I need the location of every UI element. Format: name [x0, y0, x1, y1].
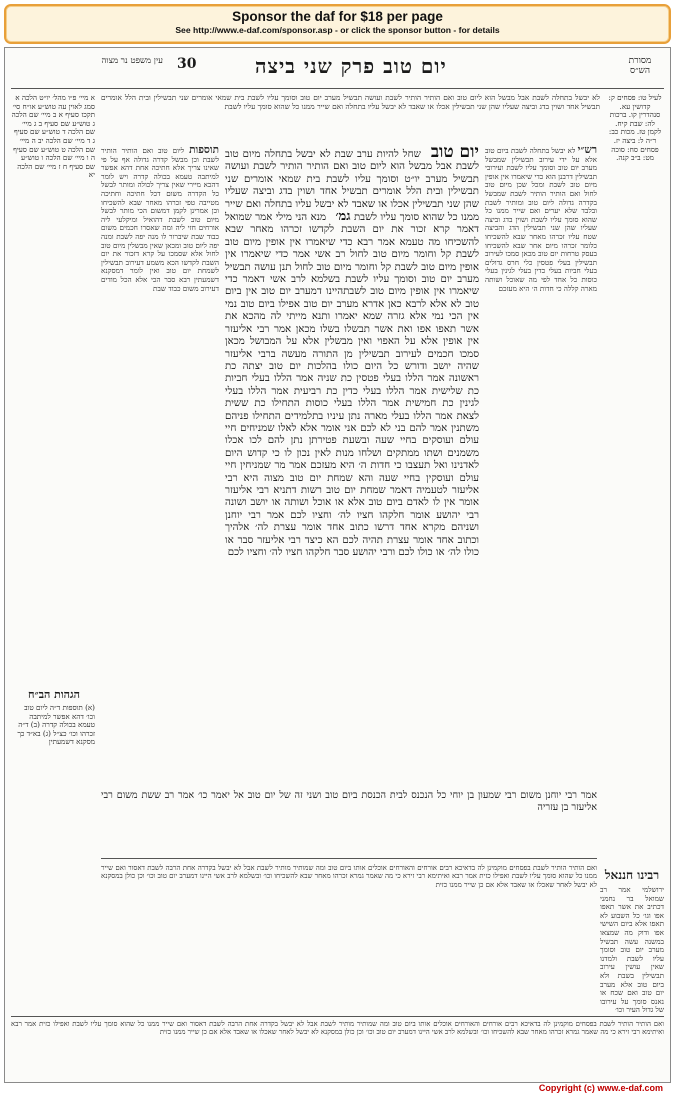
masoret-text: לעיל טו: פסחים ק: קדושין עא. סנהדרין קו. ברכות לה: שבת קיח. לקמן טז. מכות כב: ר״ה ל: ביצה יז. פסחים סח: סוכה מט: ב״ב קנה. [608, 94, 662, 163]
footer-notes-text: ואם הותיר הותיר לשבת בפסחים מוקמינן לה בדאיכא רבים אורחים והאורחים אוכלים אותו ביום טוב ומה שמותיר מותיר לשבת אבל לא יבשל בקדרה אחת הרבה לשבת דאסור ואם שייר ממנו כל שהוא סומך עליו לשבת ואפילו כזית אמר רבא ואיתימא רבי זירא כי מה שאמר גמרא זכרהו מאחר שבא להשכיחו וכו׳ ובשלמא לרב אשי היינו דמערב יום טוב וכו׳ וכן כולן במסקנא לא יבשל לאחר שאכלו או שאבד אלא אם כן שייר ממנו כזית [11, 1020, 664, 1037]
footer-notes [11, 1020, 664, 1078]
lower-separator [101, 858, 597, 859]
rashi-text: לא יבשל בתחלה לשבת ביום טוב אלא על ידי עירוב תבשילין שמבשל מערב יום טוב וסומך עליו לשבת ועירובי תבשילין דרבנן הוא כדי שיאמרו אין אופין מיום טוב לשבת ומכל שכן מיום טוב לחול ואם הותיר הותיר לשבת שמבשל בקדרה גדולה ליום טוב ומותיר לשבת ובלבד שלא יערים ואם שייר ממנו כל שהוא סומך עליו לשבת ושוין בדג וביצה שעליו שהן שני תבשילין הדג והביצה שטח עליו זכרהו מאחר שבא להשכיחו כלומר זכרהו מיום אחר שבא להשכיחו בעסק טרחות יום טוב מכאן סמכו לעירוב תבשילין בעלי פטסין כלי חרס גדולים בעלי חביות בעלי כדין בעלי לגינין בעלי כוסות כל אחד לפי מה שאוכל ושותה מארה קללה כי חדות ה׳ היא מעזכם [485, 146, 597, 293]
rashi-heading: רש״י [577, 146, 597, 156]
gemara-bottom-text: אמר רבי יוחנן משום רבי שמעון בן יוחי כל הנכנס לבית הכנסת ביום טוב ושני זה של יום טוב אל יאמר כו׳ אמר רב ששת משום רבי אליעזר בן עזריה [101, 790, 597, 813]
mishnah-text: שחל להיות ערב שבת לא יבשל בתחלה מיום טוב לשבת אבל מבשל הוא ליום טוב ואם הותיר הותיר לשבת ועושה תבשיל מערב יו״ט וסומך עליו לשבת בית שמאי אומרים שני תבשילין ובית הלל אומרים תבשיל אחד ושוין בדג וביצה שעליו שהן שני תבשילין אכלו או שאבד לא יבשל עליו בתחלה ואם שייר ממנו כל שהוא סומך עליו לשבת [225, 149, 479, 224]
header-rule [11, 88, 664, 89]
hagahot-text: (א) תוספות ד״ה ליום טוב וכו׳ דהא אפשר למיתבה טעמא בכולה קדרה (ב) ד״ה זכרהו וכו׳ כצ״ל (ג) בא״ד כך מסקנא דשמעתין [17, 704, 95, 747]
ein-mishpat-column [11, 94, 95, 424]
bottom-commentary-text: ואם הותיר הותיר לשבת בפסחים מוקמינן לה בדאיכא רבים אורחים והאורחים אוכלים אותו ביום טוב ומה שמותיר מותיר לשבת אבל לא יבשל בקדרה אחת הרבה לשבת דאסור ואם שייר ממנו כל שהוא סומך עליו לשבת ואפילו כזית אמר רבא ואיתימא רבי זירא כי מה שאמר גמרא זכרהו מאחר שבא להשכיחו וכו׳ ובשלמא לרב אשי היינו דמערב יום טוב וכו׳ וכן כולן במסקנא לא יבשל לאחר שאכלו או שאבד אלא אם כן שייר ממנו כזית [101, 864, 597, 889]
main-text-lower [101, 790, 597, 852]
page-title: יום טוב פרק שני ביצה [255, 54, 447, 78]
page-header [5, 54, 670, 88]
page-number: 30 [177, 56, 197, 72]
tosafot-column [101, 146, 219, 701]
hagahot-column [13, 704, 95, 784]
ein-mishpat-text: א מיי׳ פ״ו מהל׳ יו״ט הלכה א סמג לאוין עה טוש״ע או״ח סי׳ תקכז סעיף א ב מיי׳ שם הלכה ג טוש״ע שם סעיף ב ג מיי׳ שם הלכה ד טוש״ע שם סעיף ג ד מיי׳ שם הלכה יב ה מיי׳ שם הלכה ט טוש״ע שם סעיף ה ו מיי׳ שם הלכה ו טוש״ע שם סעיף ח ז מיי׳ שם הלכה יא [11, 94, 95, 180]
gemara-heading: גמ׳ [335, 209, 351, 225]
top-commentary-text: לא יבשל בתחלה לשבת אבל מבשל הוא ליום טוב ואם הותיר הותיר לשבת ועושה תבשיל מערב יום טוב וסומך עליו לשבת בית שמאי אומרים שני תבשילין ובית הלל אומרים תבשיל אחד ושוין בדג וביצה שעליו שהן שני תבשילין אכלו או שאבד לא יבשל עליו בתחלה ואם שייר ממנו כל שהוא סומך עליו לשבת [101, 94, 600, 111]
rabbeinu-chananel-column [600, 886, 664, 1014]
bottom-commentary [101, 864, 597, 1012]
masoret-column [608, 94, 662, 594]
gemara-intro-text: מנא הני מילי אמר שמואל דאמר קרא זכור את יום השבת לקדשו זכרהו מאחר שבא להשכיחו מה טעמא אמר רבא כדי שיאמרו אין אופין מיום טוב לשבת קל וחומר מיום טוב לחול [225, 212, 479, 261]
talmud-page [4, 47, 671, 1083]
rashi-column [485, 146, 597, 701]
mishnah-heading: יום טוב [430, 146, 479, 162]
rabbeinu-chananel-text: ירושלמי אמר רב שמואל בר נחמני דכתיב את אשר תאפו אפו וגו׳ כל השבוע לא תאפו אלא ביום השישי אפו ודוק מה שמצאו במשנה עשה תבשיל מערב יום טוב וסומך עליו לשבת ולמדנו שאין עושין עירוב תבשילין בשבת ולא ביום טוב אלא מערב יום טוב ואם שכח או נאנס סומך על עירובו של גדול העיר וכו׳ [600, 886, 664, 1014]
top-commentary-strip [101, 94, 600, 142]
gemara-text: רב אשי אמר כדי שיאמרו אין אופין מיום טוב לשבת קל וחומר מיום טוב לחול תנן עושה תבשיל מערב יום טוב וסומך עליו לשבת בשלמא לרב אשי דאמר כדי שיאמרו אין אופין מיום טוב לשבתהיינו דמערב יום טוב אין ביום טוב לא אלא לרבא כאן אדרא מערב יום טוב אפילו ביום טוב נמי אין הכי נמי אלא גזרה שמא יאמרו ותנא מייתי לה מהכא את אשר תאפו אפו ואת אשר תבשלו בשלו מכאן אמר רבי אליעזר אין אופין אלא על האפוי ואין מבשלין אלא על המבושל מכאן סמכו חכמים לעירוב תבשילין מן התורה מעשה ברבי אליעזר שהיה יושב ודורש כל היום כולו בהלכות יום טוב יצתה כת ראשונה אמר הללו בעלי פטסין כת שניה אמר הללו בעלי חביות כת שלישית אמר הללו בעלי כדין כת רביעית אמר הללו בעלי לגינין כת חמישית אמר הללו בעלי כוסות התחילו כת ששית לצאת אמר הללו בעלי מארה נתן עיניו בתלמידים התחילו פניהם משתנין אמר להם בני לא לכם אני אומר אלא לאלו שמניחים חיי עולם ועוסקים בחיי שעה ובשעת פטירתן נתן להם לכו אכלו משמנים ושתו ממתקים ושלחו מנות לאין נכון לו כי קדוש היום לאדנינו ואל תעצבו כי חדות ה׳ היא מעזכם אמר מר שמניחין חיי עולם ועוסקין בחיי שעה והא שמחת יום טוב מצוה היא רבי אליעזר לטעמיה דאמר שמחת יום טוב רשות דתניא רבי אליעזר אומר אין לו לאדם ביום טוב אלא או אוכל ושותה או יושב ושונה רבי יהושע אומר חלקהו חציו לה׳ וחציו לכם אמר רבי יוחנן ושניהם מקרא אחד דרשו כתוב אחד אומר עצרת לה׳ אלהיך וכתוב אחד אומר עצרת תהיה לכם הא כיצד רבי אליעזר סבר או כולו לה׳ או כולו לכם ורבי יהושע סבר חלקהו חציו לה׳ וחציו לכם [225, 249, 479, 558]
sponsor-subtitle[interactable]: See http://www.e-daf.com/sponsor.asp - or click the sponsor button - for details [175, 25, 500, 35]
main-text-block [225, 146, 479, 786]
copyright-notice[interactable]: Copyright (c) www.e-daf.com [538, 1083, 663, 1093]
footer-separator [11, 1016, 664, 1017]
rabbeinu-chananel-label: רבינו חננאל [604, 868, 660, 882]
tosafot-heading: תוספות [189, 146, 219, 156]
sponsor-banner[interactable] [4, 4, 671, 44]
sponsor-title[interactable]: Sponsor the daf for $18 per page [232, 9, 443, 24]
masoret-header: מסורת הש״ס [628, 56, 652, 76]
hagahot-label: הגהות הב״ח [28, 688, 80, 701]
ein-mishpat-header: עין משפט נר מצוה [101, 56, 163, 66]
tosafot-text: ליום טוב ואם הותיר הותיר לשבת וכן מבשל קדרה גדולה אף על פי שאינו צריך אלא חתיכה אחת דהא אפשר למיתבה טעמא בכולה קדרה ויש לומר דהכא מיירי שאין צריך לכולה ומותר לבשל כל הקדרה משום דכל חתיכה וחתיכה מטייבה טפי זכרהו מאחר שבא להשכיחו וכן אמרינן לקמן דמשום הכי מותר לבשל מיום טוב לשבת דהואיל ומיקלעי ליה אורחים חזי ליה ומה שאסרו חכמים משום כבוד שבת שיברור לו מנה יפה לשבת ומנה יפה ליום טוב ומכאן שאין מבשלין מיום טוב לחול אלא שסמכו על קרא דזכור את יום השבת לקדשו הכא משמע דעירוב תבשילין לשמחת יום טוב ואין לומר דמסקנא דשמעתין רבא סבר הכי אלא הכל מודים דעירוב משום כבוד שבת [101, 146, 219, 293]
